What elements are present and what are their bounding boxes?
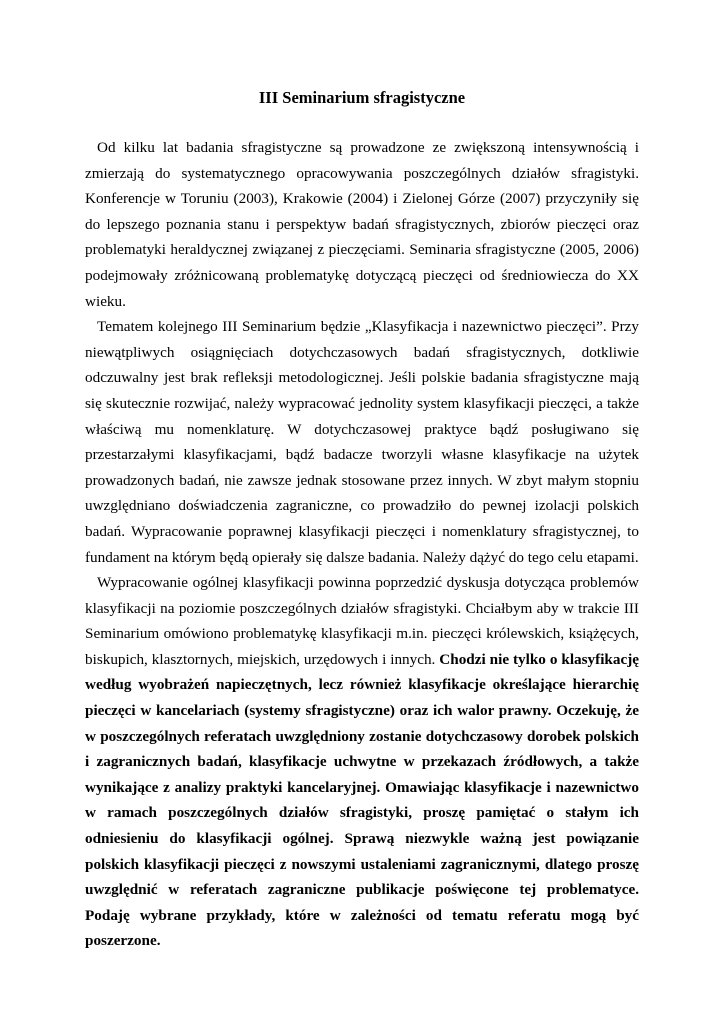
paragraph-classification-bold-text: Chodzi nie tylko o klasyfikację według wyobrażeń napieczętnych, lecz również klasyfikacje określające hierarchię pieczęci w kancelariach (systemy sfragistyczne) oraz ich walor prawny. Oczekuję, że w poszczególnych referatach uwzględniony zostanie dotychczasowy dorobek polskich i zagranicznych badań, klasyfikacje uchwytne w przekazach źródłowych, a także wynikające z analizy praktyki kancelaryjnej. Omawiając klasyfikacje i nazewnictwo w ramach poszczególnych działów sfragistyki, proszę pamiętać o stałym ich odniesieniu do klasyfikacji ogólnej. Sprawą niezwykle ważną jest powiązanie polskich klasyfikacji pieczęci z nowszymi ustaleniami zagranicznymi, dlatego proszę uwzględnić w referatach zagraniczne publikacje poświęcone tej problematyce. Podaję wybrane przykłady, które w zależności od tematu referatu mogą być poszerzone.: [85, 650, 639, 950]
document-title: III Seminarium sfragistyczne: [258, 88, 466, 107]
paragraph-intro-text: Od kilku lat badania sfragistyczne są prowadzone ze zwiększoną intensywnością i zmierzają do systematycznego opracowywania poszczególnych działów sfragistyki. Konferencje w Toruniu (2003), Krakowie (2004) i Zielonej Górze (2007) przyczyniły się do lepszego poznania stanu i perspektyw badań sfragistycznych, zbiorów pieczęci oraz problematyki heraldycznej związanej z pieczęciami. Seminaria sfragistyczne (2005, 2006) podejmowały zróżnicowaną problematykę dotyczącą pieczęci od średniowiecza do XX wieku.: [85, 139, 639, 310]
paragraph-seminar-topic-text: Tematem kolejnego III Seminarium będzie „Klasyfikacja i nazewnictwo pieczęci”. Przy niewątpliwych osiągnięciach dotychczasowych badań sfragistycznych, dotkliwie odczuwalny jest brak refleksji metodologicznej. Jeśli polskie badania sfragistyczne mają się skutecznie rozwijać, należy wypracować jednolity system klasyfikacji pieczęci, a także właściwą mu nomenklaturę. W dotychczasowej praktyce bądź posługiwano się przestarzałymi klasyfikacjami, bądź badacze tworzyli własne klasyfikacje na użytek prowadzonych badań, nie zawsze jednak stosowane przez innych. W zbyt małym stopniu uwzględniano doświadczenia zagraniczne, co prowadziło do pewnej izolacji polskich badań. Wypracowanie poprawnej klasyfikacji pieczęci i nomenklatury sfragistycznej, to fundament na którym będą opierały się dalsze badania. Należy dążyć do tego celu etapami.: [85, 318, 639, 566]
paragraph-classification-text: Wypracowanie ogólnej klasyfikacji powinna poprzedzić dyskusja dotycząca problemów klasyfikacji na poziomie poszczególnych działów sfragistyki. Chciałbym aby w trakcie III Seminarium omówiono problematykę klasyfikacji m.in. pieczęci królewskich, książęcych, biskupich, klasztornych, miejskich, urzędowych i innych.: [85, 574, 639, 668]
paragraph-seminar-topic: [85, 314, 639, 570]
paragraph-classification: [85, 570, 639, 954]
document-body: [85, 135, 639, 954]
paragraph-intro: [85, 135, 639, 314]
